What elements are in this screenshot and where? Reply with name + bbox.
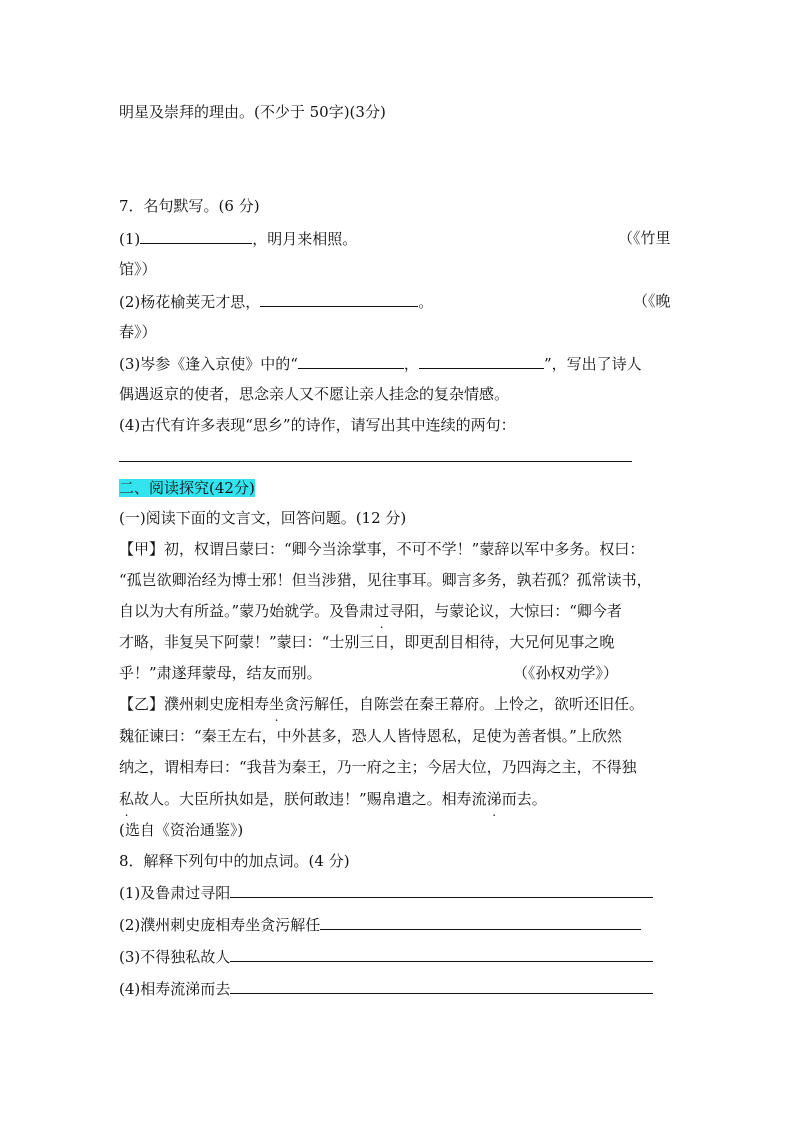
prev-question-tail: 明星及崇拜的理由。(不少于 50字)(3分) (119, 103, 386, 121)
q7-item1-text: ，明月来相照。 (252, 230, 358, 248)
yi-emph-ti: 涕 (486, 790, 502, 808)
answer-blank[interactable] (260, 291, 418, 307)
answer-blank[interactable] (230, 978, 653, 994)
yi-line2: 魏征谏曰：“秦王左右，中外甚多，恐人人皆恃恩私，足使为善者惧。”上欣然 (119, 727, 622, 745)
q7-item1 (119, 228, 357, 249)
jia-line3-a: 自以为大有所益。”蒙乃始就学。及鲁肃 (119, 602, 375, 620)
q8-item3 (119, 946, 653, 967)
yi-emph-zuo: 坐 (269, 695, 285, 713)
q7-item3-mid: ， (403, 355, 419, 373)
q7-title: 7．名句默写。(6 分) (119, 197, 260, 215)
q7-item3-suffix: ”，写出了诗人 (543, 355, 642, 373)
q7-item2-num: (2)杨花榆荚无才思， (119, 293, 261, 311)
q7-item2-text: 。 (418, 293, 434, 311)
yi-line4 (119, 789, 547, 809)
answer-blank[interactable] (419, 353, 544, 369)
q7-item1-source: （《竹里 (618, 229, 671, 247)
q7-item4: (4)古代有许多表现“思乡”的诗作，请写出其中连续的两句： (119, 416, 516, 434)
q7-item2-source-cont: 春》） (119, 323, 157, 341)
q7-item1-num: (1) (119, 230, 141, 248)
jia-line2: “孤岂欲卿治经为博士邪！但当涉猎，见往事耳。卿言多务，孰若孤？孤常读书， (119, 571, 652, 589)
q7-item2 (119, 291, 433, 312)
answer-blank[interactable] (230, 946, 653, 962)
q7-item1-source-cont: 馆》） (119, 260, 157, 278)
q8-item3-label: (3)不得独私故人 (119, 948, 231, 966)
q7-item3-prefix: (3)岑参《逢入京使》中的“ (119, 355, 298, 373)
yi-line1-c: 贪污解任，自陈尝在秦王幕府。上怜之，欲听还旧任。 (284, 695, 645, 713)
q7-item3 (119, 353, 642, 374)
jia-emph-guo: 过 (374, 602, 390, 620)
q7-item3-line2: 偶遇返京的使者，思念亲人又不愿让亲人挂念的复杂情感。 (119, 385, 510, 403)
jia-line3-c: 寻阳，与蒙论议，大惊曰：“卿今者 (389, 602, 622, 620)
q8-item4 (119, 978, 653, 999)
answer-blank[interactable] (298, 353, 404, 369)
q8-item1 (119, 882, 653, 903)
section2-sub1: (一)阅读下面的文言文，回答问题。(12 分) (119, 509, 407, 527)
yi-line4-c: 故人。大臣所执如是，朕何敢违！”赐帛遣之。相寿流 (134, 790, 487, 808)
yi-source: (选自《资治通鉴》) (119, 821, 244, 839)
answer-blank[interactable] (140, 228, 252, 244)
q8-item2-label: (2)濮州刺史庞相寿坐贪污解任 (119, 916, 321, 934)
q7-item2-source: （《晚 (633, 292, 671, 310)
section2-heading-text: 二、阅读探究(42 (119, 479, 234, 497)
jia-line4: 才略，非复吴下阿蒙！”蒙曰：“士别三日，即更刮目相待，大兄何见事之晚 (119, 633, 615, 651)
q8-title: 8．解释下列句中的加点词。(4 分) (119, 852, 350, 870)
jia-line5: 乎！”肃遂拜蒙母，结友而别。 (119, 664, 322, 682)
q8-item4-label: (4)相寿流涕而去 (119, 980, 231, 998)
answer-blank[interactable] (320, 914, 641, 930)
yi-line1-a: 【乙】濮州刺史庞相寿 (119, 695, 270, 713)
q7-item4-answer-line[interactable] (119, 461, 632, 462)
jia-source: （《孙权劝学》） (513, 664, 619, 682)
jia-line3 (119, 601, 622, 621)
jia-line1: 【甲】初，权谓吕蒙曰：“卿今当涂掌事，不可不学！”蒙辞以军中多务。权曰： (119, 540, 645, 558)
q8-item1-label: (1)及鲁肃过寻阳 (119, 884, 231, 902)
yi-line4-e: 而去。 (501, 790, 547, 808)
yi-emph-si: 私 (119, 790, 135, 808)
yi-line3: 纳之，谓相寿曰：“我昔为秦王，乃一府之主；今居大位，乃四海之主，不得独 (119, 758, 637, 776)
section2-heading-text-end: 分) (233, 479, 255, 497)
yi-line1 (119, 694, 644, 714)
answer-blank[interactable] (230, 882, 653, 898)
q8-item2 (119, 914, 641, 935)
section2-heading (119, 478, 255, 498)
